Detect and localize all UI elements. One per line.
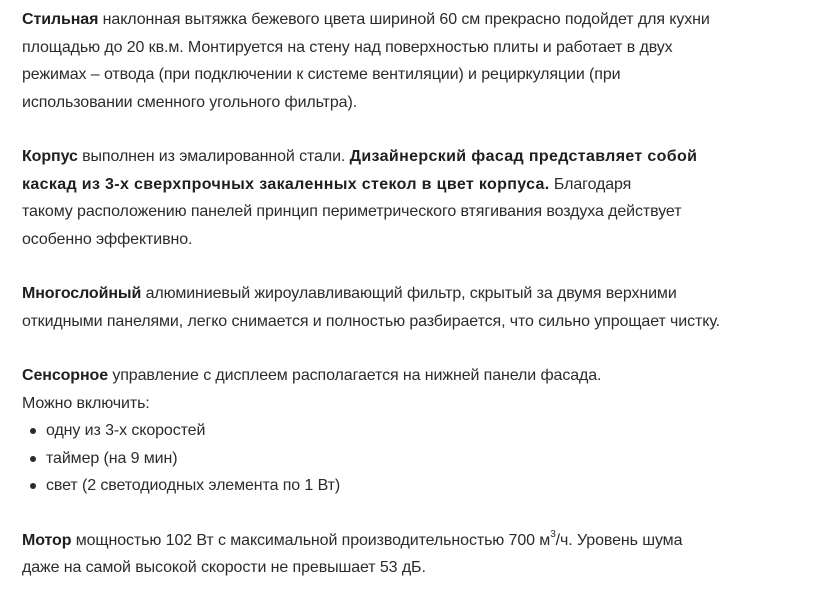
bullet-icon [30,456,36,462]
bold-lead-motor: Мотор [22,531,72,549]
bold-lead-body: Корпус [22,148,78,165]
bold-lead-control: Сенсорное [22,367,108,384]
paragraph-filter [22,280,822,335]
features-list [22,417,822,500]
bullet-icon [30,428,36,434]
text-body-line1: выполнен из эмалированной стали. [77,148,350,165]
list-item-text: таймер (на 9 мин) [46,449,178,467]
text-motor-line1a: мощностью 102 Вт с максимальной производительностью 700 м [71,531,551,549]
text-style-line4: использовании сменного угольного фильтра). [22,93,358,111]
text-body-line2: Благодаря [549,175,632,193]
superscript-3: 3 [550,529,556,541]
paragraph-control [22,362,822,417]
bold-facade-line1: Дизайнерский фасад представляет собой [349,148,698,165]
text-control-line1: управление с дисплеем располагается на нижней панели фасада. [108,367,602,384]
text-style-line3: режимах – отвода (при подключении к системе вентиляции) и рециркуляции (при [22,66,621,83]
list-item-text: свет (2 светодиодных элемента по 1 Вт) [46,477,341,494]
text-body-line3: такому расположению панелей принцип периметрического втягивания воздуха действует [22,203,682,220]
list-item [22,417,822,445]
paragraph-motor [22,527,822,582]
list-item [22,445,822,473]
text-control-line2: Можно включить: [22,394,150,412]
text-style-line2: площадью до 20 кв.м. Монтируется на стену над поверхностью плиты и работает в двух [22,38,673,56]
text-body-line4: особенно эффективно. [22,230,193,248]
text-motor-line2: даже на самой высокой скорости не превышает 53 дБ. [22,559,426,576]
product-description [22,6,822,609]
bold-facade-line2: каскад из 3-х сверхпрочных закаленных стекол в цвет корпуса. [22,175,550,193]
paragraph-style [22,6,822,116]
text-style-line1: наклонная вытяжка бежевого цвета шириной 60 см прекрасно подойдет для кухни [98,11,710,28]
paragraph-body [22,143,822,253]
list-item [22,472,822,500]
text-filter-line1: алюминиевый жироулавливающий фильтр, скрытый за двумя верхними [141,285,677,302]
bold-lead-style: Стильная [22,11,99,28]
text-filter-line2: откидными панелями, легко снимается и полностью разбирается, что сильно упрощает чистку. [22,312,720,330]
bold-lead-filter: Многослойный [22,285,142,302]
bullet-icon [30,483,36,489]
text-motor-line1b: /ч. Уровень шума [555,531,683,549]
list-item-text: одну из 3-х скоростей [46,422,206,439]
